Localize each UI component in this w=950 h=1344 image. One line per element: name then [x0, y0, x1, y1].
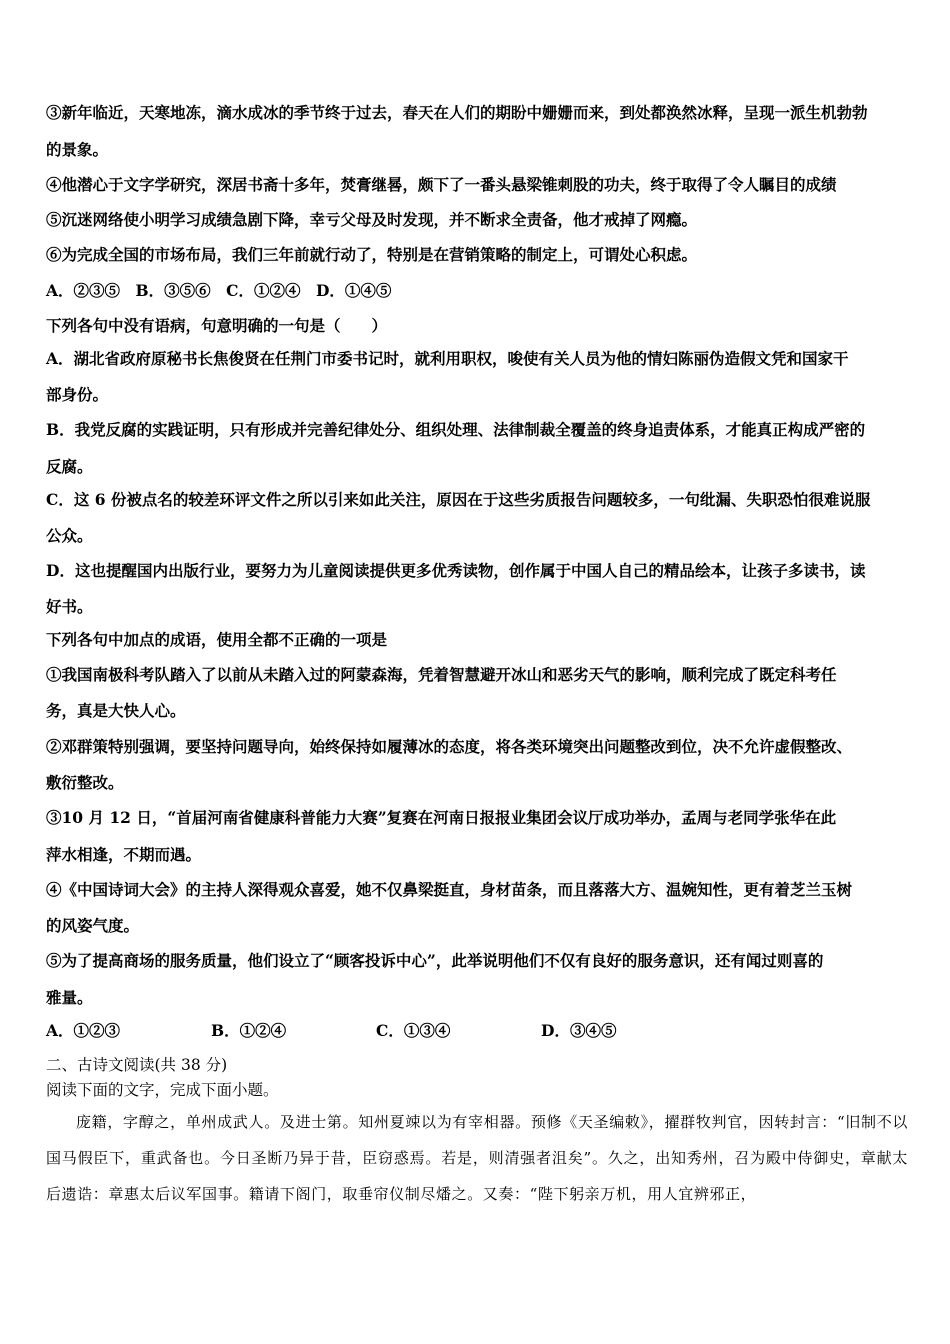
q-idiom-options [46, 1019, 616, 1041]
q-grammar-option-a-line2: 部身份。 [46, 385, 109, 404]
q-prev-item3-line1: ③新年临近，天寒地冻，滴水成冰的季节终于过去，春天在人们的期盼中姗姗而来，到处都涣然冰释，呈现一派生机勃勃 [46, 103, 868, 122]
q-idiom-option-a: A．①②③ [46, 1021, 121, 1040]
q-idiom-item2-line1: ②邓群策特别强调，要坚持问题导向，始终保持如履薄冰的态度，将各类环境突出问题整改到位，决不允许虚假整改、 [46, 737, 853, 756]
q-idiom-item3-line1: ③10 月 12 日，“首届河南省健康科普能力大赛”复赛在河南日报报业集团会议厅成功举办，孟周与老同学张华在此 [46, 808, 837, 827]
q-grammar-option-c-line2: 公众。 [46, 526, 93, 545]
q-prev-item3-line2: 的景象。 [46, 140, 109, 159]
q-idiom-option-d: D．③④⑤ [541, 1021, 617, 1040]
classical-passage-text: 庞籍，字醇之，单州成武人。及进士第。知州夏竦以为有宰相器。预修《天圣编敕》，擢群牧判官，因转封言：“旧制不以国马假臣下，重武备也。今日圣断乃异于昔，臣窃惑焉。若是，则清强者沮矣”。久之，出知秀州，召为殿中侍御史，章献太后遗诰：章惠太后议军国事。籍请下阁门，取垂帘仪制尽燔之。又奏：“陛下躬亲万机，用人宜辨邪正， [46, 1113, 908, 1203]
q-prev-options: A．②③⑤ B．③⑤⑥ C．①②④ D．①④⑤ [46, 281, 392, 300]
q-idiom-item3-line2: 萍水相逢，不期而遇。 [46, 845, 202, 864]
section-2-instruction: 阅读下面的文字，完成下面小题。 [46, 1081, 279, 1099]
q-prev-item4: ④他潜心于文字学研究，深居书斋十多年，焚膏继晷，颇下了一番头悬梁锥刺股的功夫，终于取得了令人瞩目的成绩 [46, 175, 837, 194]
q-grammar-option-a-line1: A．湖北省政府原秘书长焦俊贤在任荆门市委书记时，就利用职权，唆使有关人员为他的情妇陈丽伪造假文凭和国家干 [46, 349, 849, 368]
q-grammar-option-d-line2: 好书。 [46, 597, 93, 616]
q-idiom-stem: 下列各句中加点的成语，使用全都不正确的一项是 [46, 630, 388, 649]
q-idiom-item1-line1: ①我国南极科考队踏入了以前从未踏入过的阿蒙森海，凭着智慧避开冰山和恶劣天气的影响，顺利完成了既定科考任 [46, 665, 837, 684]
q-grammar-option-b-line2: 反腐。 [46, 457, 93, 476]
q-idiom-item5-line1: ⑤为了提高商场的服务质量，他们设立了“顾客投诉中心”，此举说明他们不仅有良好的服务意识，还有闻过则喜的 [46, 951, 824, 970]
q-grammar-stem: 下列各句中没有语病，句意明确的一句是（ ） [46, 316, 388, 335]
q-idiom-item4-line2: 的风姿气度。 [46, 916, 140, 935]
q-idiom-item4-line1: ④《中国诗词大会》的主持人深得观众喜爱，她不仅鼻梁挺直，身材苗条，而且落落大方、温婉知性，更有着芝兰玉树 [46, 880, 853, 899]
q-grammar-option-c-line1: C．这 6 份被点名的较差环评文件之所以引来如此关注，原因在于这些劣质报告问题较多，一句纰漏、失职恐怕很难说服 [46, 490, 871, 509]
q-grammar-option-d-line1: D．这也提醒国内出版行业，要努力为儿童阅读提供更多优秀读物，创作属于中国人自己的精品绘本，让孩子多读书，读 [46, 561, 866, 580]
q-idiom-option-c: C．①③④ [376, 1021, 451, 1040]
q-idiom-option-b: B．①②④ [211, 1021, 287, 1040]
q-prev-item6: ⑥为完成全国的市场布局，我们三年前就行动了，特别是在营销策略的制定上，可谓处心积虑。 [46, 245, 698, 264]
q-idiom-item2-line2: 敷衍整改。 [46, 773, 124, 792]
section-2-heading: 二、古诗文阅读(共 38 分) [46, 1056, 228, 1074]
q-idiom-item5-line2: 雅量。 [46, 988, 93, 1007]
classical-passage [46, 1104, 908, 1212]
q-grammar-option-b-line1: B．我党反腐的实践证明，只有形成并完善纪律处分、组织处理、法律制裁全覆盖的终身追责体系，才能真正构成严密的 [46, 420, 866, 439]
q-idiom-item1-line2: 务，真是大快人心。 [46, 701, 186, 720]
q-prev-item5: ⑤沉迷网络使小明学习成绩急剧下降，幸亏父母及时发现，并不断求全责备，他才戒掉了网瘾。 [46, 210, 698, 229]
